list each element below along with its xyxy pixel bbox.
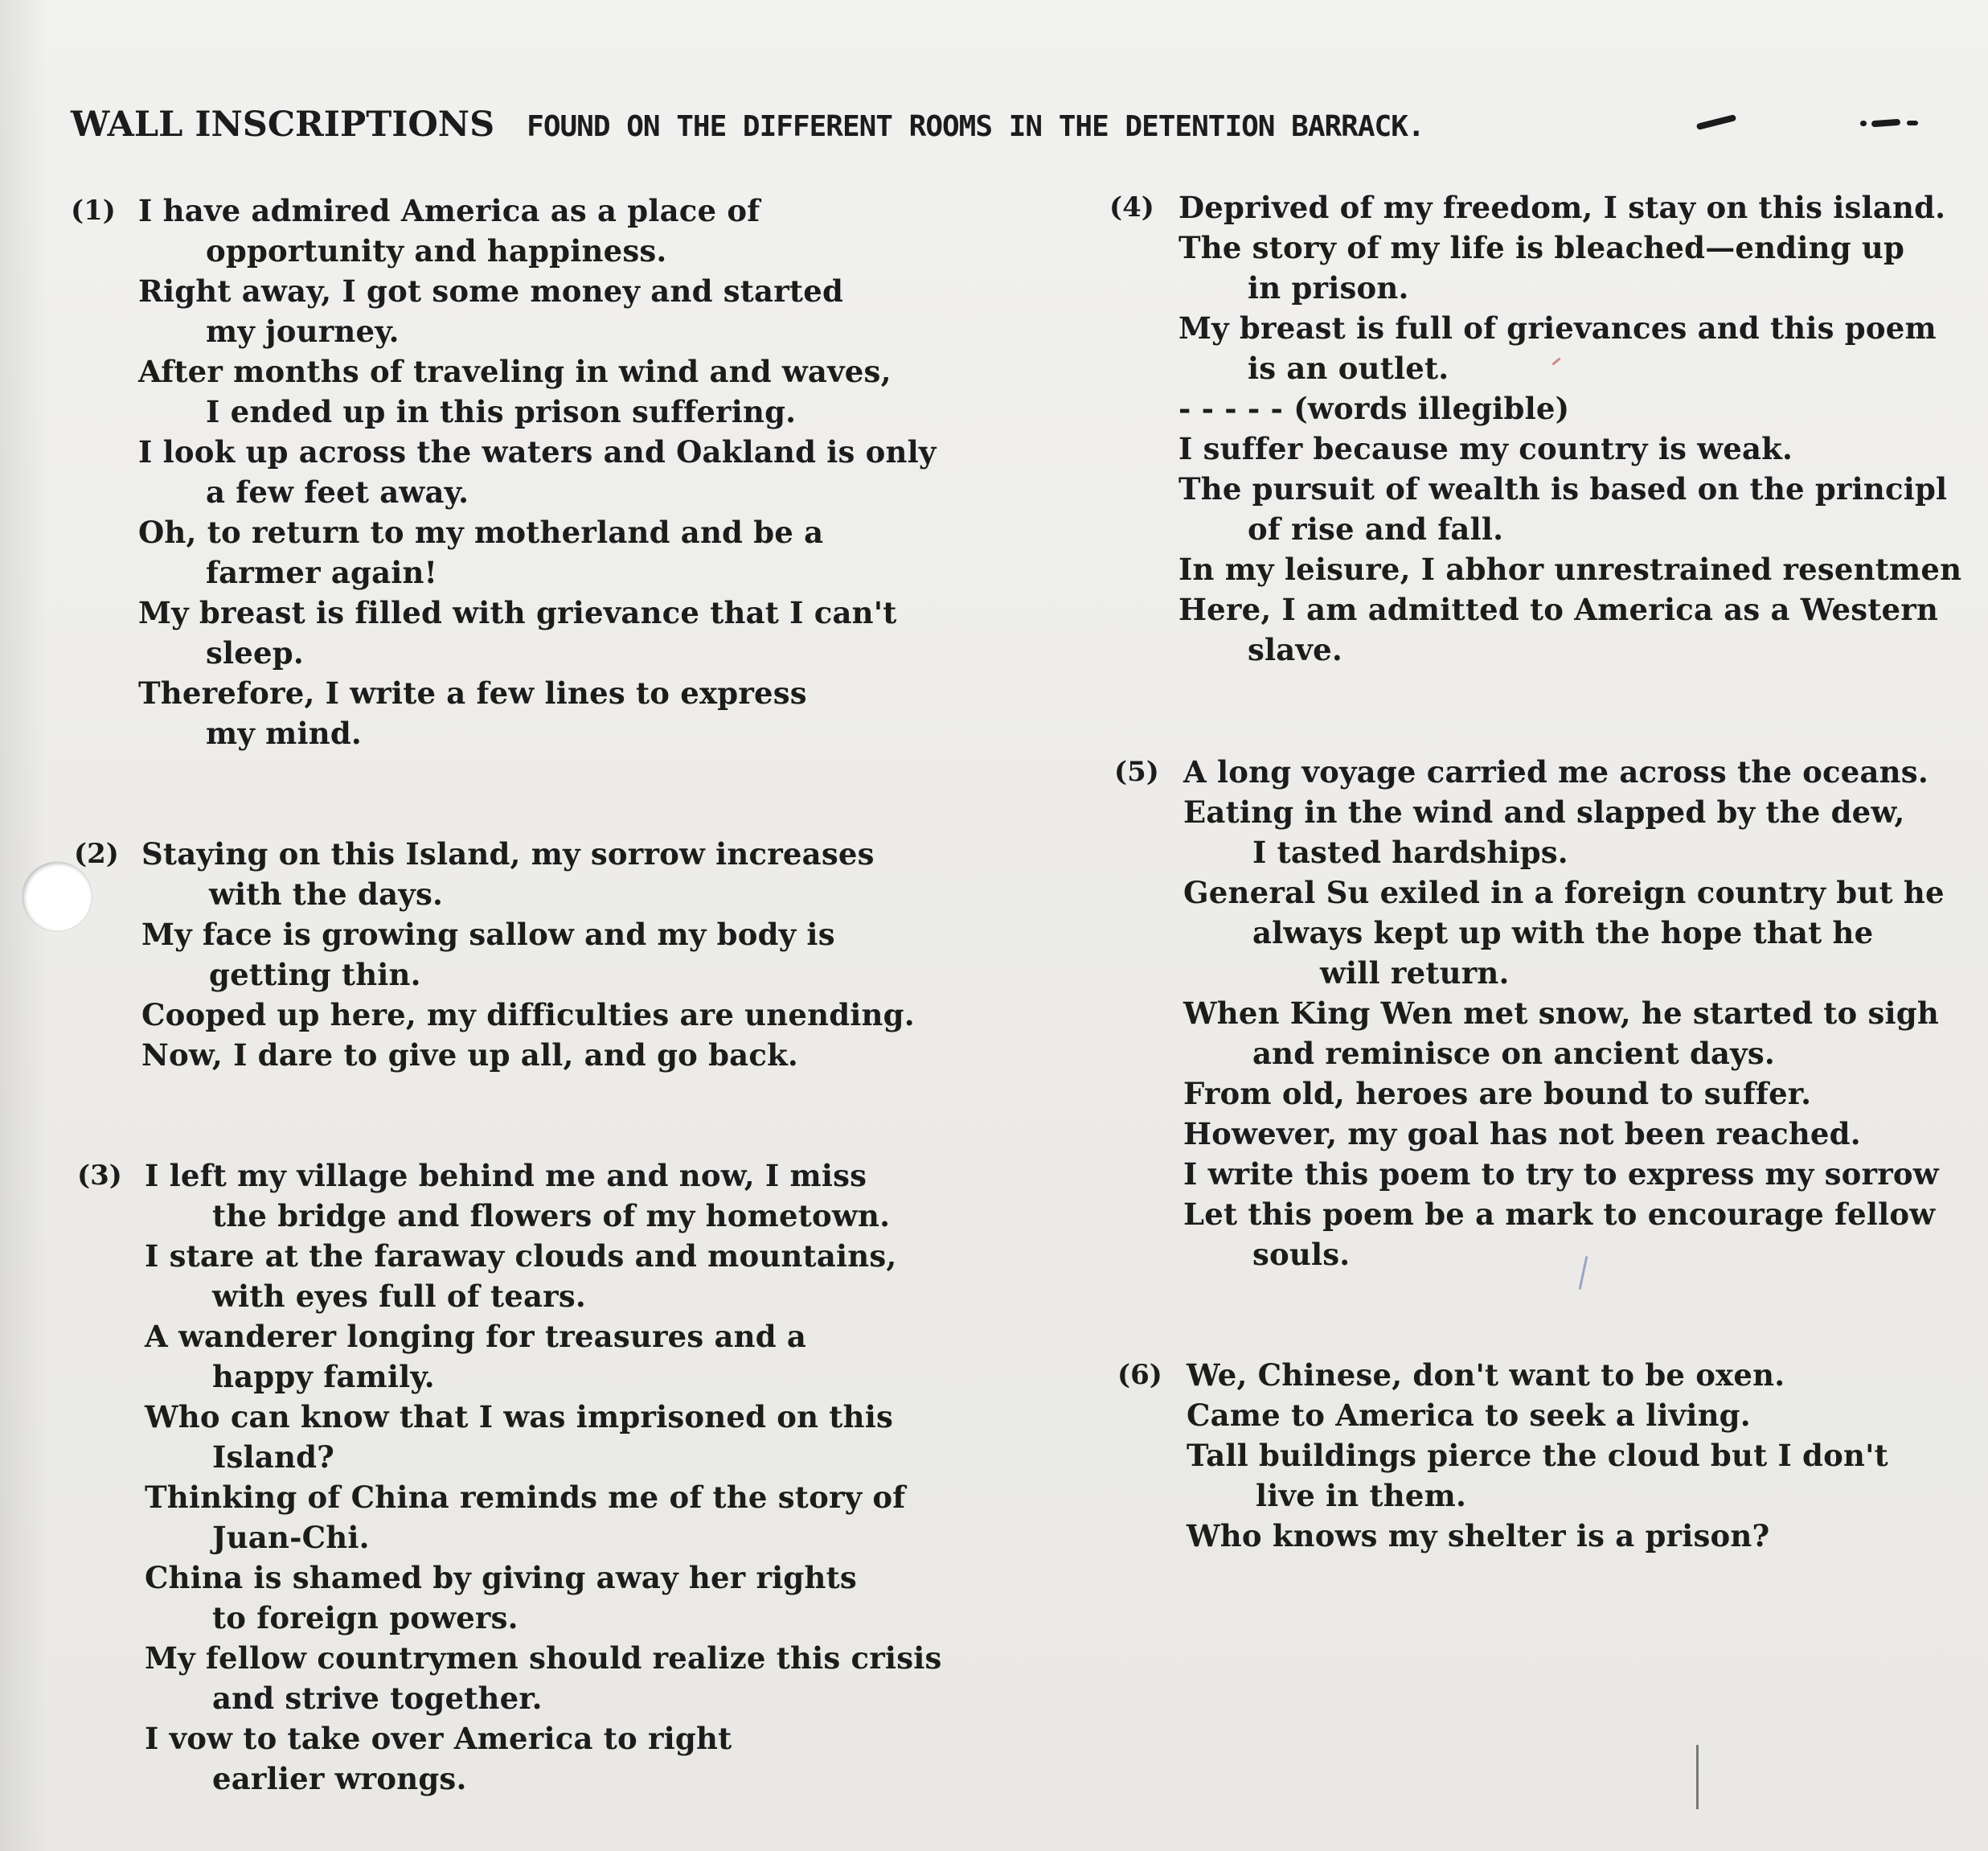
poem-line: and reminisce on ancient days. <box>1252 1036 1775 1071</box>
poem-line: Staying on this Island, my sorrow increases <box>141 836 875 872</box>
poem-line: However, my goal has not been reached. <box>1183 1116 1861 1151</box>
poem-line: From old, heroes are bound to suffer. <box>1183 1076 1812 1111</box>
ink-mark <box>1907 121 1918 125</box>
poem-1-lines <box>138 191 1103 753</box>
document-header <box>71 105 1424 145</box>
poem-line: My breast is full of grievances and this poem <box>1178 310 1937 346</box>
poem-line: Came to America to seek a living. <box>1187 1397 1751 1433</box>
poem-line: Who can know that I was imprisoned on this <box>145 1399 893 1434</box>
poem-line: souls. <box>1252 1237 1351 1272</box>
ink-mark <box>1860 121 1867 126</box>
poem-line: opportunity and happiness. <box>206 233 667 269</box>
poem-line: Right away, I got some money and started <box>138 273 844 309</box>
poem-line: I left my village behind me and now, I miss <box>145 1158 867 1193</box>
pen-mark <box>1696 1745 1699 1809</box>
poem-line: getting thin. <box>209 957 421 992</box>
poem-line: I ended up in this prison suffering. <box>206 394 797 429</box>
poem-line: earlier wrongs. <box>212 1761 467 1796</box>
poem-line: Here, I am admitted to America as a Western <box>1178 592 1939 627</box>
ink-mark <box>1871 119 1900 127</box>
poem-line: Thinking of China reminds me of the story of <box>145 1480 906 1515</box>
poem-5-lines <box>1183 752 1988 1274</box>
poem-line: A long voyage carried me across the oceans. <box>1183 754 1929 790</box>
poem-6-lines <box>1187 1355 1988 1556</box>
poem-number: (5) <box>1114 756 1159 788</box>
ink-mark <box>1696 114 1736 130</box>
poem-line: China is shamed by giving away her rights <box>145 1560 857 1595</box>
poem-line: My fellow countrymen should realize this crisis <box>145 1640 942 1676</box>
poem-line: Deprived of my freedom, I stay on this island. <box>1178 190 1946 225</box>
poem-line: to foreign powers. <box>212 1600 519 1636</box>
poem-line: I look up across the waters and Oakland is only <box>138 434 937 470</box>
poem-2-lines <box>141 834 1106 1075</box>
poem-line: My breast is filled with grievance that I can't <box>138 595 897 630</box>
poem-line: Who knows my shelter is a prison? <box>1187 1518 1770 1553</box>
poem-line: A wanderer longing for treasures and a <box>145 1319 807 1354</box>
poem-4-lines <box>1178 187 1988 670</box>
poem-line: Cooped up here, my difficulties are unending. <box>141 997 915 1032</box>
poem-line: Therefore, I write a few lines to express <box>138 675 807 711</box>
poem-line: will return. <box>1320 955 1510 991</box>
header-subtitle: FOUND ON THE DIFFERENT ROOMS IN THE DETENTION BARRACK. <box>527 110 1424 143</box>
poem-line: with eyes full of tears. <box>212 1278 586 1314</box>
poem-line: with the days. <box>209 876 444 912</box>
poem-line: I tasted hardships. <box>1252 835 1568 870</box>
poem-line: General Su exiled in a foreign country but he <box>1183 875 1945 910</box>
poem-number: (1) <box>71 195 116 227</box>
poem-3-lines <box>145 1155 1109 1799</box>
poem-line: Let this poem be a mark to encourage fellow <box>1183 1196 1936 1232</box>
poem-line: Now, I dare to give up all, and go back. <box>141 1037 798 1073</box>
poem-line: Eating in the wind and slapped by the dew, <box>1183 794 1905 830</box>
poem-line: slave. <box>1248 632 1342 667</box>
poem-line: sleep. <box>206 635 304 671</box>
poem-line: in prison. <box>1248 270 1409 306</box>
poem-line: I stare at the faraway clouds and mountains, <box>145 1238 897 1274</box>
poem-line: Island? <box>212 1439 335 1475</box>
poem-line: is an outlet. <box>1248 351 1449 386</box>
poem-number: (6) <box>1117 1359 1162 1391</box>
poem-number: (3) <box>77 1159 122 1192</box>
poem-line: live in them. <box>1256 1478 1467 1513</box>
poem-line: the bridge and flowers of my hometown. <box>212 1198 891 1233</box>
poem-line: a few feet away. <box>206 474 469 510</box>
poem-line: happy family. <box>212 1359 435 1394</box>
poem-line: Tall buildings pierce the cloud but I don't <box>1187 1438 1888 1473</box>
poem-line: I have admired America as a place of <box>138 193 760 228</box>
poem-number: (2) <box>74 838 119 870</box>
poem-line: I vow to take over America to right <box>145 1721 732 1756</box>
poem-line: I suffer because my country is weak. <box>1178 431 1793 466</box>
poem-line: My face is growing sallow and my body is <box>141 917 835 952</box>
poem-line: Oh, to return to my motherland and be a <box>138 515 824 550</box>
poem-line: - - - - - (words illegible) <box>1178 391 1570 426</box>
poem-line: In my leisure, I abhor unrestrained resentmen <box>1178 552 1962 587</box>
poem-line: I write this poem to try to express my sorrow <box>1183 1156 1939 1192</box>
poem-line: of rise and fall. <box>1248 511 1504 547</box>
poem-line: The pursuit of wealth is based on the principl <box>1178 471 1948 507</box>
poem-number: (4) <box>1109 191 1154 224</box>
poem-line: always kept up with the hope that he <box>1252 915 1874 950</box>
poem-line: We, Chinese, don't want to be oxen. <box>1187 1357 1785 1393</box>
poem-line: my journey. <box>206 314 400 349</box>
poem-line: my mind. <box>206 716 362 751</box>
poem-line: and strive together. <box>212 1681 543 1716</box>
poem-line: Juan-Chi. <box>212 1520 370 1555</box>
poem-line: The story of my life is bleached—ending up <box>1178 230 1905 265</box>
poem-line: After months of traveling in wind and waves, <box>138 354 892 389</box>
poem-line: When King Wen met snow, he started to sigh <box>1183 995 1939 1031</box>
header-title: WALL INSCRIPTIONS <box>71 105 495 145</box>
poem-line: farmer again! <box>206 555 438 590</box>
